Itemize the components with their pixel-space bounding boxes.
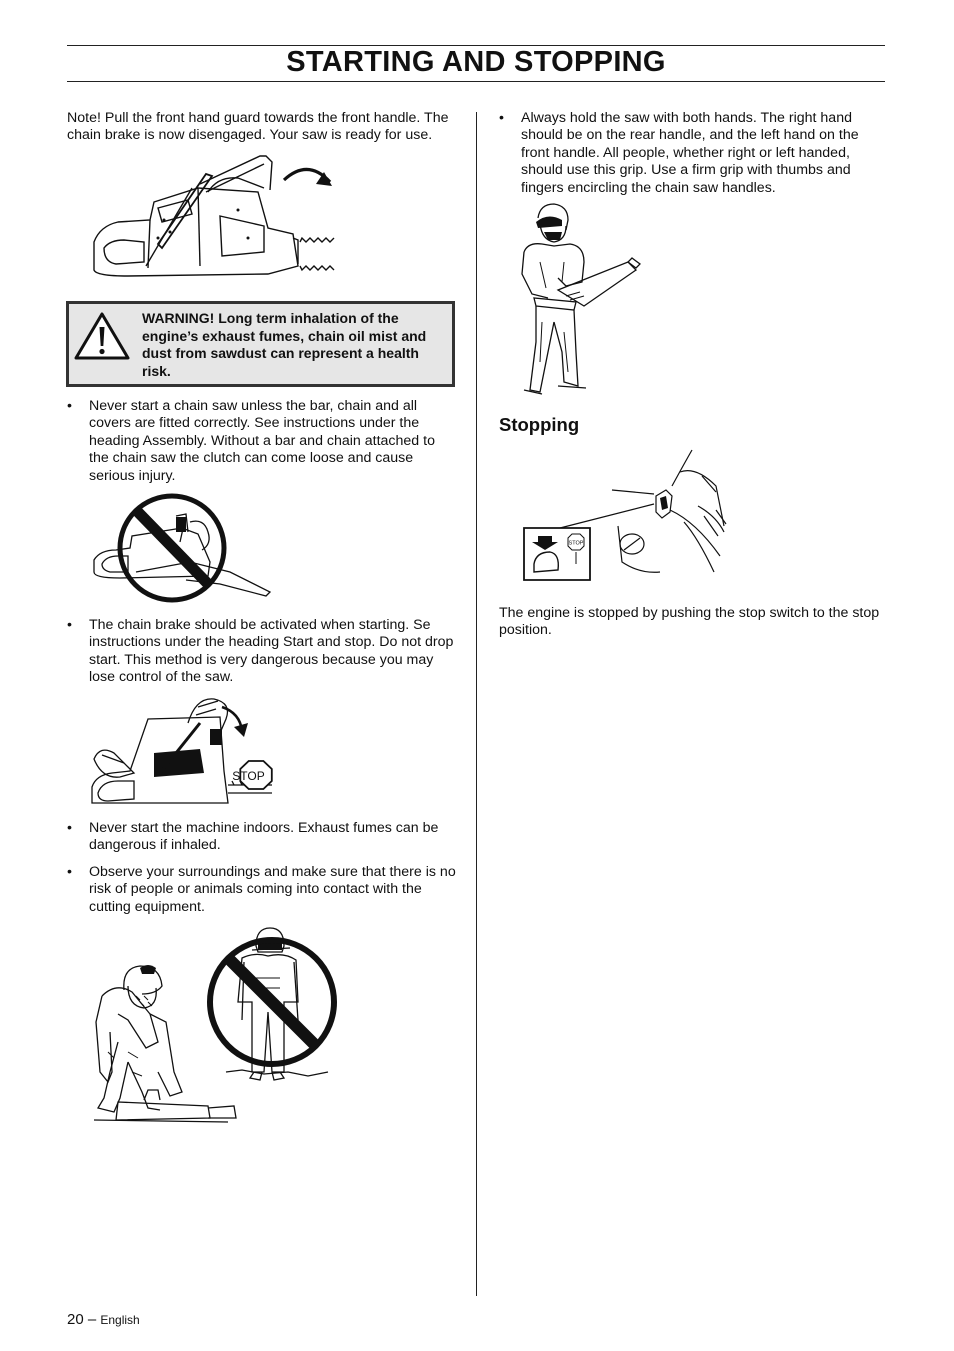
stopping-heading: Stopping (499, 414, 580, 435)
operator-bystander-illustration (88, 922, 340, 1132)
bullet-dot: • (67, 820, 72, 836)
stop-switch-label: STOP (568, 540, 584, 547)
bullet-dot: • (67, 617, 72, 633)
bullet-text: Always hold the saw with both hands. The right hand should be on the rear handle, and the left hand on the front handle. All people, whether right or left handed, should use this grip. Use a firm grip with thumbs and fingers encircling the chain saw handles. (521, 110, 859, 196)
footer-language: English (100, 1313, 140, 1327)
page-footer (67, 1311, 140, 1328)
bullet-dot: • (67, 864, 72, 880)
bullet-dot: • (499, 110, 504, 126)
no-bar-prohibited-illustration (90, 492, 272, 604)
bullet-text: Never start a chain saw unless the bar, chain and all covers are fitted correctly. See instructions under the heading Assembly. Without a bar and chain attached to the chain saw the clutch can come loose and cause serious injury. (89, 398, 435, 484)
stopping-text: The engine is stopped by pushing the stop switch to the stop position. (499, 605, 880, 639)
footer-dash: – (87, 1311, 97, 1328)
page-title: STARTING AND STOPPING (286, 46, 666, 78)
bullet-text: The chain brake should be activated when starting. Se instructions under the heading Start and stop. Do not drop start. This method is very dangerous because you may lose control of the saw. (89, 617, 454, 686)
operator-grip-illustration (518, 202, 642, 402)
stop-sign-label: STOP (232, 769, 265, 783)
warning-triangle-icon (73, 311, 131, 361)
stop-switch-illustration (520, 446, 730, 586)
chain-brake-start-illustration (88, 693, 278, 811)
bullet-text: Observe your surroundings and make sure that there is no risk of people or animals coming into contact with the cutting equipment. (89, 864, 456, 915)
warning-box (66, 301, 455, 387)
chainsaw-handguard-illustration (88, 148, 338, 283)
page-number: 20 (67, 1311, 84, 1328)
bullet-dot: • (67, 398, 72, 414)
bullet-text: Never start the machine indoors. Exhaust fumes can be dangerous if inhaled. (89, 820, 439, 854)
column-divider (476, 112, 477, 1296)
note-text: Note! Pull the front hand guard towards the front handle. The chain brake is now disengaged. Your saw is ready for use. (67, 110, 449, 144)
warning-text: WARNING! Long term inhalation of the engine’s exhaust fumes, chain oil mist and dust from sawdust can represent a health risk. (142, 310, 427, 379)
header-bottom-rule (67, 81, 885, 82)
